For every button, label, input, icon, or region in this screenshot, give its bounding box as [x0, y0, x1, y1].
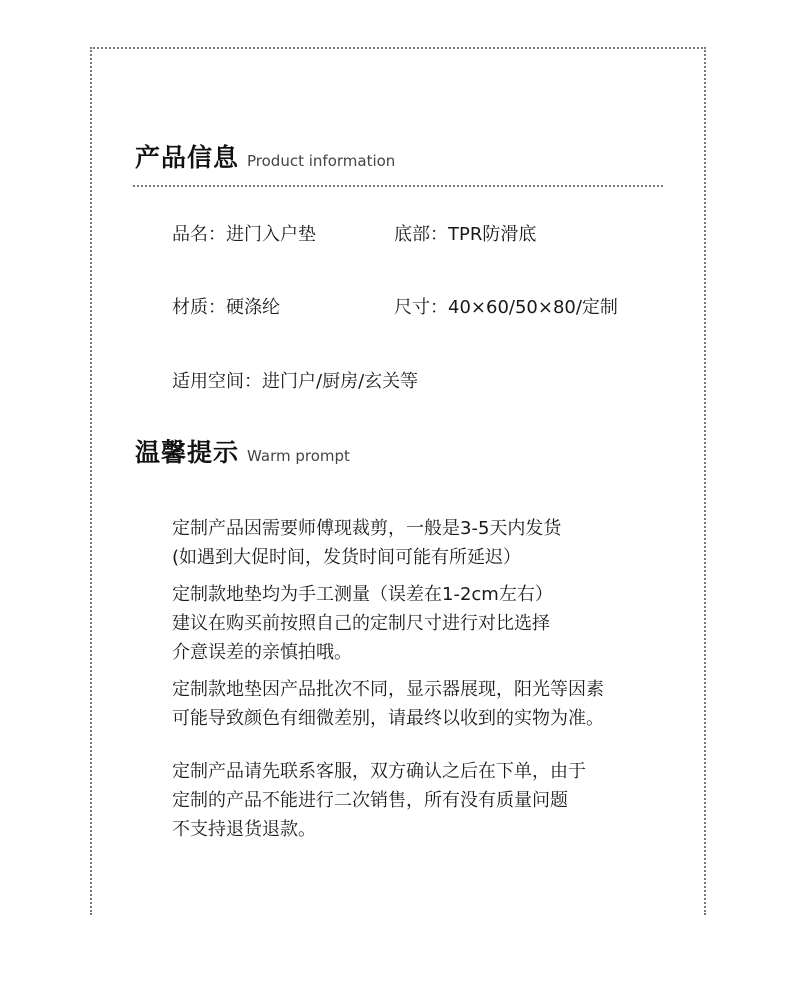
warm-prompt-notes [172, 514, 682, 844]
spec-applicable-space: 适用空间：进门户/厨房/玄关等 [172, 371, 419, 392]
note-paragraph-shipping [172, 514, 682, 572]
spec-bottom: 底部：TPR防滑底 [394, 224, 537, 245]
note-line: 定制产品因需要师傅现裁剪，一般是3-5天内发货 [172, 518, 562, 539]
product-info-title-en: Product information [247, 152, 396, 170]
warm-prompt-title-zh: 温馨提示 [135, 438, 240, 467]
product-info-heading [135, 138, 395, 174]
note-line: 定制款地垫均为手工测量（误差在1-2cm左右） [172, 584, 553, 605]
note-line: (如遇到大促时间，发货时间可能有所延迟） [172, 547, 522, 568]
note-line: 定制产品请先联系客服，双方确认之后在下单，由于 [172, 761, 586, 782]
spec-material: 材质：硬涤纶 [172, 297, 280, 318]
note-line: 不支持退货退款。 [172, 819, 316, 840]
note-line: 定制款地垫因产品批次不同，显示器展现，阳光等因素 [172, 679, 604, 700]
spec-size: 尺寸：40×60/50×80/定制 [394, 297, 618, 318]
warm-prompt-heading [135, 433, 350, 469]
warm-prompt-title-en: Warm prompt [247, 447, 350, 465]
note-line: 建议在购买前按照自己的定制尺寸进行对比选择 [172, 613, 550, 634]
note-line: 介意误差的亲慎拍哦。 [172, 642, 352, 663]
product-info-title-zh: 产品信息 [135, 143, 240, 172]
note-line: 定制的产品不能进行二次销售，所有没有质量问题 [172, 790, 568, 811]
note-paragraph-color [172, 675, 682, 733]
note-paragraph-returns [172, 757, 682, 844]
note-line: 可能导致颜色有细微差别，请最终以收到的实物为准。 [172, 708, 604, 729]
note-paragraph-measurement [172, 580, 682, 667]
spec-product-name: 品名：进门入户垫 [172, 224, 316, 245]
section-divider [133, 185, 663, 187]
